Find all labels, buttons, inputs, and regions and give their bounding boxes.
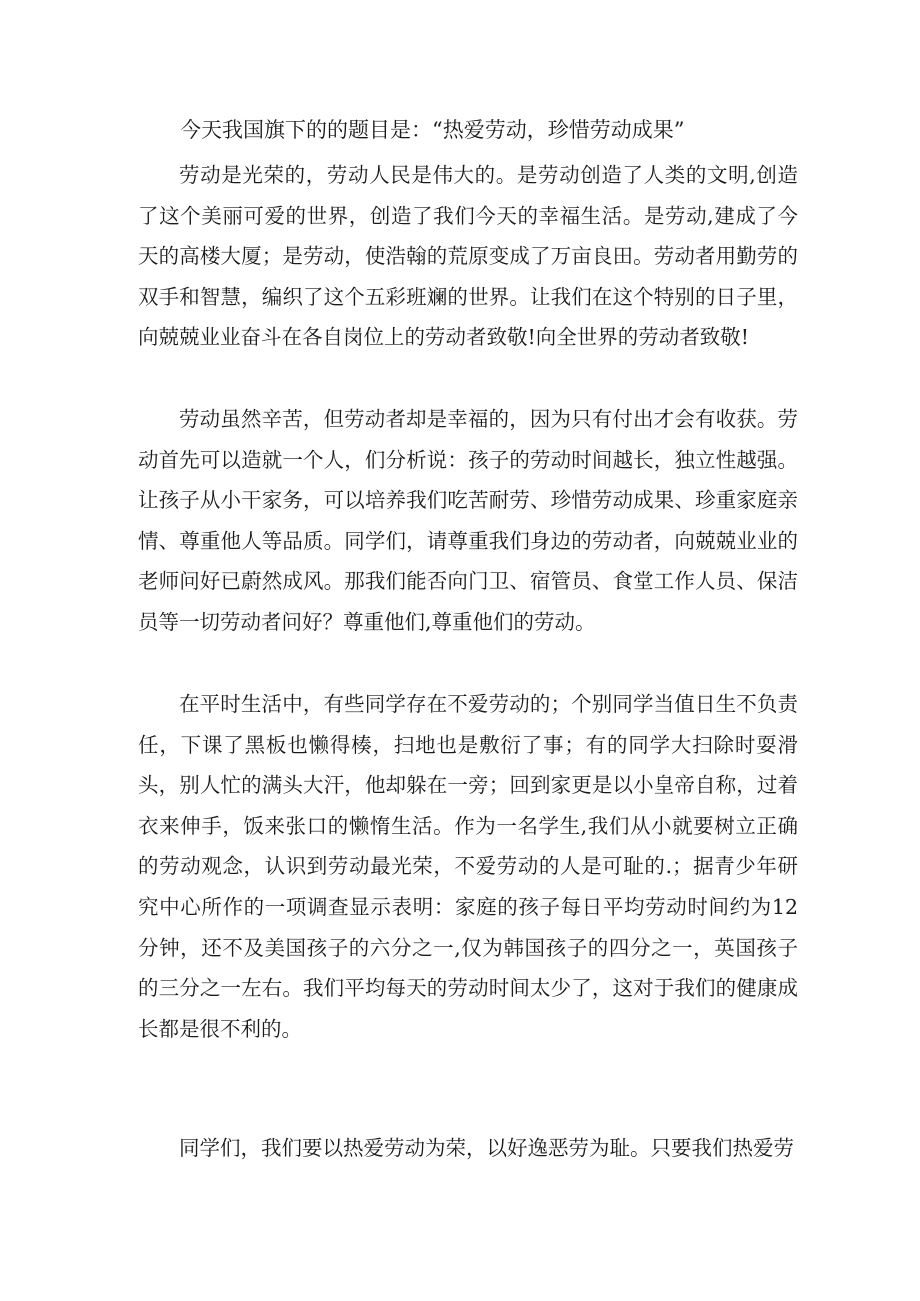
paragraph-closing: 同学们，我们要以热爱劳动为荣，以好逸恶劳为耻。只要我们热爱劳 bbox=[179, 1136, 794, 1160]
paragraph-daily-life: 在平时生活中，有些同学存在不爱劳动的；个别同学当值日生不负责任，下课了黑板也懒得楱，扫地也是敷衍了事；有的同学大扫除时耍滑头，别人忙的满头大汗，他却躲在一旁；回到家更是以小皇帝自称，过着衣来伸手，饭来张口的懒惰生活。作为一名学生,我们从小就要树立正确的劳动观念，认识到劳动最光荣，不爱劳动的人是可耻的.；据青少年研究中心所作的一项调查显示表明：家庭的孩子每日平均劳动时间约为12分钟，还不及美国孩子的六分之一,仅为韩国孩子的四分之一，英国孩子的三分之一左右。我们平均每天的劳动时间太少了，这对于我们的健康成长都是很不利的。 bbox=[138, 692, 798, 1041]
paragraph-labor-happiness: 劳动虽然辛苦，但劳动者却是幸福的，因为只有付出才会有收获。劳动首先可以造就一个人，们分析说：孩子的劳动时间越长，独立性越强。让孩子从小干家务，可以培养我们吃苦耐劳、珍惜劳动成果、珍重家庭亲情、尊重他人等品质。同学们，请尊重我们身边的劳动者，向兢兢业业的老师问好已蔚然成风。那我们能否向门卫、宿管员、食堂工作人员、保洁员等一切劳动者问好？尊重他们,尊重他们的劳动。 bbox=[138, 407, 798, 634]
speech-title: 今天我国旗下的的题目是：“热爱劳动，珍惜劳动成果” bbox=[180, 118, 685, 142]
paragraph-labor-glory: 劳动是光荣的，劳动人民是伟大的。是劳动创造了人类的文明,创造了这个美丽可爱的世界，创造了我们今天的幸福生活。是劳动,建成了今天的高楼大厦；是劳动，使浩翰的荒原变成了万亩良田。劳动者用勤劳的双手和智慧，编织了这个五彩班斓的世界。让我们在这个特别的日子里，向兢兢业业奋斗在各自岗位上的劳动者致敬!向全世界的劳动者致敬! bbox=[138, 163, 798, 350]
